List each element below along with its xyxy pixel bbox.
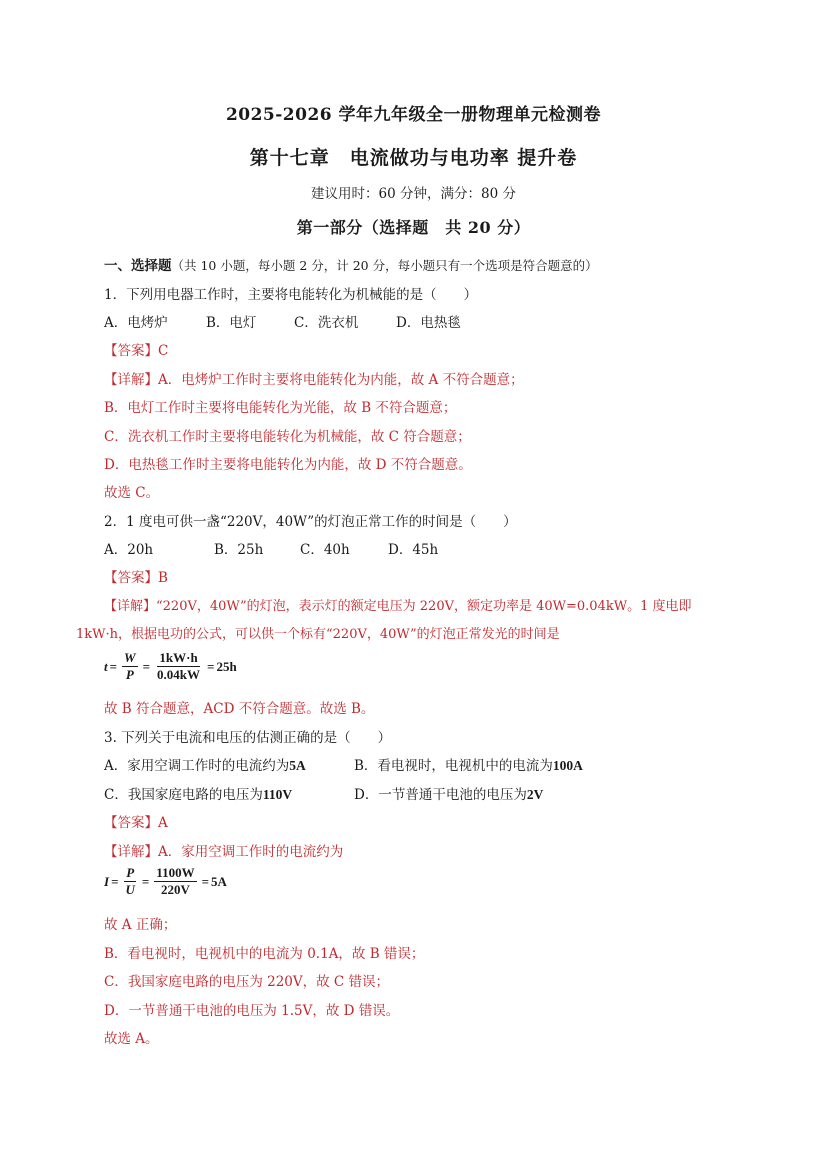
q1-detail-3: C．洗衣机工作时主要将电能转化为机械能，故 C 符合题意； <box>104 429 471 445</box>
q3-option-b-value: 100A <box>552 758 583 773</box>
q2-formula-fraction-1 <box>122 651 138 682</box>
q3-option-a <box>104 754 354 774</box>
section-heading <box>104 254 598 274</box>
chapter-title: 第十七章 电流做功与电功率 提升卷 <box>249 147 578 169</box>
exam-title: 2025-2026 学年九年级全一册物理单元检测卷 <box>225 105 602 125</box>
q2-answer: 【答案】B <box>104 570 168 586</box>
q3-formula-f2-den: 220V <box>161 882 190 897</box>
q1-detail-2: B．电灯工作时主要将电能转化为光能，故 B 不符合题意； <box>104 400 457 416</box>
q3-options-row-2 <box>104 783 543 803</box>
q3-formula-result: 5A <box>211 873 227 889</box>
q3-option-c-text: C．我国家庭电路的电压为 <box>104 787 263 803</box>
q2-option-c: C．40h <box>300 542 350 558</box>
q3-answer: 【答案】A <box>104 815 168 831</box>
q2-formula: t = $\frac{W}{P}$ = $\frac{1kW\cdot h}{0.04kW}$ = 25h <box>104 650 237 682</box>
q3-detail-2: 故 A 正确； <box>104 917 177 933</box>
q3-option-a-text: A．家用空调工作时的电流约为 <box>104 758 290 774</box>
section-note: （共 10 小题，每小题 2 分，计 20 分，每小题只有一个选项是符合题意的） <box>171 258 598 273</box>
q3-formula-fraction-1 <box>123 866 136 897</box>
q3-formula-f2-num: 1100W <box>156 865 195 880</box>
q1-option-b: B．电灯 <box>206 315 257 331</box>
q2-formula-f2-den: 0.04kW <box>157 667 201 682</box>
section-label: 一、选择题 <box>104 258 172 274</box>
q2-formula-lhs: t <box>104 658 108 674</box>
q3-stem: 3. 下列关于电流和电压的估测正确的是（ ） <box>104 730 392 746</box>
q3-formula-f1-den: U <box>125 882 135 897</box>
q3-formula-fraction-2 <box>154 866 196 897</box>
q2-option-a: A．20h <box>104 542 154 558</box>
q2-formula-f2-num: 1kW·h <box>159 650 198 665</box>
q1-option-c: C．洗衣机 <box>294 315 359 331</box>
q3-detail-5: D．一节普通干电池的电压为 1.5V，故 D 错误。 <box>104 1003 400 1019</box>
q2-formula-fraction-2 <box>155 651 202 682</box>
q2-options <box>104 538 438 558</box>
q2-formula-result: 25h <box>216 658 237 674</box>
q1-detail-5: 故选 C。 <box>104 485 160 501</box>
exam-meta: 建议用时：60 分钟，满分：80 分 <box>311 186 516 202</box>
q3-option-a-value: 5A <box>289 758 306 773</box>
q2-option-b: B．25h <box>214 542 264 558</box>
q2-detail-1: 【详解】“220V，40W”的灯泡，表示灯的额定电压为 220V，额定功率是 40W=0.04kW。1 度电即 <box>104 599 692 614</box>
q2-formula-f1-den: P <box>125 667 134 682</box>
q3-option-b-text: B．看电视时，电视机中的电流为 <box>354 758 553 774</box>
q3-formula-lhs: I <box>104 873 110 889</box>
part-heading: 第一部分（选择题 共 20 分） <box>296 218 531 237</box>
q3-detail-4: C．我国家庭电路的电压为 220V，故 C 错误； <box>104 974 390 990</box>
q3-option-b <box>354 754 583 774</box>
q2-conclusion: 故 B 符合题意，ACD 不符合题意。故选 B。 <box>104 701 375 717</box>
q3-option-c <box>104 783 354 803</box>
q1-options <box>104 311 461 331</box>
q3-detail-3: B．看电视时，电视机中的电流为 0.1A，故 B 错误； <box>104 946 425 962</box>
q2-stem: 2．1 度电可供一盏“220V，40W”的灯泡正常工作的时间是（ ） <box>104 514 517 530</box>
q2-option-d: D．45h <box>388 542 439 558</box>
q1-option-d: D．电热毯 <box>396 315 461 331</box>
q1-answer: 【答案】C <box>104 343 169 359</box>
q3-detail-1: 【详解】A．家用空调工作时的电流约为 <box>104 844 344 860</box>
q2-detail-2: 1kW·h，根据电功的公式，可以供一个标有“220V，40W”的灯泡正常发光的时间是 <box>76 627 560 642</box>
q1-detail-1: 【详解】A．电烤炉工作时主要将电能转化为内能，故 A 不符合题意； <box>104 372 524 388</box>
q3-formula-f1-num: P <box>126 865 135 880</box>
q3-formula: I = $\frac{P}{U}$ = $\frac{1100W}{220V}$ = 5A <box>104 865 227 897</box>
q3-option-d-value: 2V <box>526 787 544 802</box>
q2-formula-f1-num: W <box>124 650 136 665</box>
q1-option-a: A．电烤炉 <box>104 315 168 331</box>
q3-option-d-text: D．一节普通干电池的电压为 <box>354 787 527 803</box>
q1-stem: 1．下列用电器工作时，主要将电能转化为机械能的是（ ） <box>104 287 478 303</box>
q3-option-c-value: 110V <box>262 787 293 802</box>
q3-option-d <box>354 783 543 803</box>
q1-detail-4: D．电热毯工作时主要将电能转化为内能，故 D 不符合题意。 <box>104 457 472 473</box>
q3-detail-6: 故选 A。 <box>104 1031 159 1047</box>
q3-options-row-1 <box>104 754 583 774</box>
